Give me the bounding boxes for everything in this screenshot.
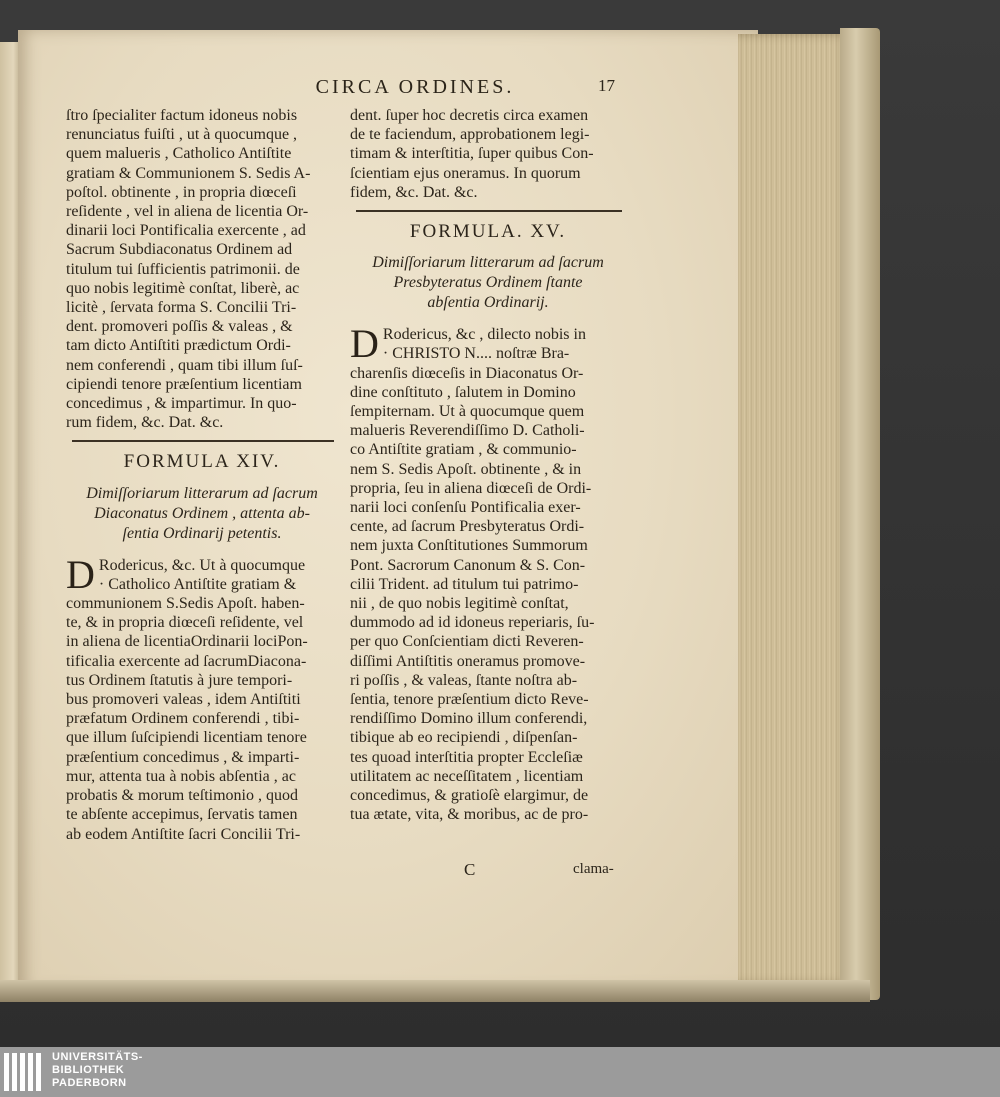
text-line: in aliena de licentiaOrdinarii lociPon- <box>66 633 308 651</box>
text-line: malueris Reverendiſſimo D. Catholi- <box>350 422 585 440</box>
text-line: nii , de quo nobis legitimè conſtat, <box>350 595 569 613</box>
text-line: Rodericus, &c. Ut à quocumque <box>98 556 306 574</box>
text-line: præfatum Ordinem conferendi , tibi- <box>66 710 300 728</box>
text-line: gratiam & Communionem S. Sedis A- <box>66 164 311 182</box>
text-line: per quo Conſcientiam dicti Reveren- <box>350 633 584 651</box>
section-rule <box>356 210 622 212</box>
library-name-line: PADERBORN <box>52 1077 127 1089</box>
book-cover-edge <box>840 28 880 1000</box>
text-line: rum fidem, &c. Dat. &c. <box>66 414 224 432</box>
text-line: dine conſtituto , ſalutem in Domino <box>350 383 576 401</box>
text-line: titulum tui ſufficientis patrimonii. de <box>66 260 300 278</box>
library-name-line: UNIVERSITÄTS- <box>52 1051 143 1063</box>
text-line: narii loci conſenſu Pontificalia exer- <box>350 499 581 517</box>
right-continuation <box>350 106 626 202</box>
formula-heading: FORMULA XIV. <box>123 451 281 473</box>
text-line: licitè , ſervata forma S. Concilii Tri- <box>66 299 297 317</box>
text-line: communionem S.Sedis Apoſt. haben- <box>66 595 305 613</box>
text-line: dent. promoveri poſſis & valeas , & <box>66 318 293 336</box>
text-line: tam dicto Antiſtiti prædictum Ordi- <box>66 337 291 355</box>
text-line: ſtro ſpecialiter factum idoneus nobis <box>66 107 298 124</box>
text-line: charenſis diœceſis in Diaconatus Or- <box>350 364 584 382</box>
text-line: · CHRISTO N.... noſtræ Bra- <box>382 345 570 363</box>
library-name-line: BIBLIOTHEK <box>52 1064 125 1076</box>
left-column <box>66 106 338 844</box>
text-line: dent. ſuper hoc decretis circa examen <box>350 107 589 124</box>
text-line: nem S. Sedis Apoſt. obtinente , & in <box>350 460 582 478</box>
library-banner <box>0 1047 1000 1097</box>
text-line: ri poſſis , & valeas, ſtante noſtra ab- <box>350 671 578 689</box>
text-line: cilii Trident. ad titulum tui patrimo- <box>350 575 579 593</box>
subtitle-line: Presbyteratus Ordinem ſtante <box>393 274 583 292</box>
section-rule <box>72 440 334 442</box>
text-line: nem juxta Conſtitutiones Summorum <box>350 537 588 555</box>
formula-subtitle <box>350 253 626 313</box>
text-line: renunciatus fuiſti , ut à quocumque , <box>66 126 298 144</box>
text-line: bus promoveri valeas , idem Antiſtiti <box>66 691 301 709</box>
text-line: que illum ſuſcipiendi licentiam tenore <box>66 729 307 747</box>
formula-body <box>66 551 338 844</box>
text-line: reſidente , vel in aliena de licentia Or- <box>66 203 309 221</box>
text-line: diſſimi Antiſtitis oneramus promove- <box>350 652 586 670</box>
left-continuation <box>66 106 338 432</box>
text-line: propria, ſeu in aliena diœceſi de Ordi- <box>350 479 592 497</box>
text-line: tus Ordinem ſtatutis à jure tempori- <box>66 671 293 689</box>
text-line: mur, attenta tua à nobis abſentia , ac <box>66 767 296 785</box>
text-line: nem conferendi , quam tibi illum ſuſ- <box>66 356 303 374</box>
text-line: tificalia exercente ad ſacrumDiacona- <box>66 652 307 670</box>
text-line: poſtol. obtinente , in propria diœceſi <box>66 183 297 201</box>
library-logo-icon <box>4 1053 44 1091</box>
text-line: te abſente accepimus, ſervatis tamen <box>66 806 298 824</box>
text-line: timam & interſtitia, ſuper quibus Con- <box>350 145 594 163</box>
text-line: quem malueris , Catholico Antiſtite <box>66 145 292 163</box>
book-fore-edge <box>738 34 850 984</box>
formula-subtitle <box>66 484 338 544</box>
text-line: Pont. Sacrorum Canonum & S. Con- <box>350 556 586 574</box>
text-line: te, & in propria diœceſi reſidente, vel <box>66 614 304 632</box>
subtitle-line: ſentia Ordinarij petentis. <box>122 524 282 542</box>
formula-body <box>350 321 626 824</box>
right-column <box>350 106 626 825</box>
page-number: 17 <box>598 76 615 95</box>
text-line: tua ætate, vita, & moribus, ac de pro- <box>350 806 589 824</box>
text-line: tibique ab eo recipiendi , diſpenſan- <box>350 729 578 747</box>
text-line: cipiendi tenore præſentium licentiam <box>66 375 302 393</box>
text-line: ſempiternam. Ut à quocumque quem <box>350 403 585 421</box>
text-line: rendiſſimo Domino illum conferendi, <box>350 710 588 728</box>
text-line: quo nobis legitimè conſtat, liberè, ac <box>66 279 300 297</box>
subtitle-line: Dimiſſoriarum litterarum ad ſacrum <box>372 254 604 272</box>
text-line: utilitatem ac neceſſitatem , licentiam <box>350 767 584 785</box>
drop-cap: D <box>66 551 95 597</box>
book-bottom-board <box>0 980 870 1002</box>
text-line: · Catholico Antiſtite gratiam & <box>98 575 297 593</box>
text-line: concedimus, & gratioſè elargimur, de <box>350 787 589 805</box>
text-line: dinarii loci Pontificalia exercente , ad <box>66 222 306 240</box>
text-line: fidem, &c. Dat. &c. <box>350 183 478 201</box>
text-line: co Antiſtite gratiam , & communio- <box>350 441 577 459</box>
text-line: ſcientiam ejus oneramus. In quorum <box>350 164 581 182</box>
formula-heading: FORMULA. XV. <box>409 221 567 243</box>
subtitle-line: abſentia Ordinarij. <box>427 294 549 312</box>
text-line: præſentium concedimus , & imparti- <box>66 748 300 766</box>
drop-cap: D <box>350 321 379 367</box>
text-line: ab eodem Antiſtite ſacri Concilii Tri- <box>66 825 301 843</box>
text-line: Rodericus, &c , dilecto nobis in <box>382 326 586 344</box>
text-line: dummodo ad id idoneus reperiaris, ſu- <box>350 614 595 632</box>
text-line: Sacrum Subdiaconatus Ordinem ad <box>66 241 293 259</box>
text-line: de te faciendum, approbationem legi- <box>350 126 590 144</box>
subtitle-line: Dimiſſoriarum litterarum ad ſacrum <box>86 484 318 502</box>
text-line: ſentia, tenore præſentium dicto Reve- <box>350 691 589 709</box>
text-line: cente, ad ſacrum Presbyteratus Ordi- <box>350 518 585 536</box>
text-line: probatis & morum teſtimonio , quod <box>66 787 298 805</box>
signature-mark: C <box>464 860 476 879</box>
text-line: tes quoad interſtitia propter Eccleſiæ <box>350 748 583 766</box>
running-head: CIRCA ORDINES. <box>315 76 515 98</box>
library-name <box>52 1051 143 1090</box>
catchword: clama- <box>573 861 614 877</box>
subtitle-line: Diaconatus Ordinem , attenta ab- <box>94 504 310 522</box>
text-line: concedimus , & impartimur. In quo- <box>66 395 297 413</box>
